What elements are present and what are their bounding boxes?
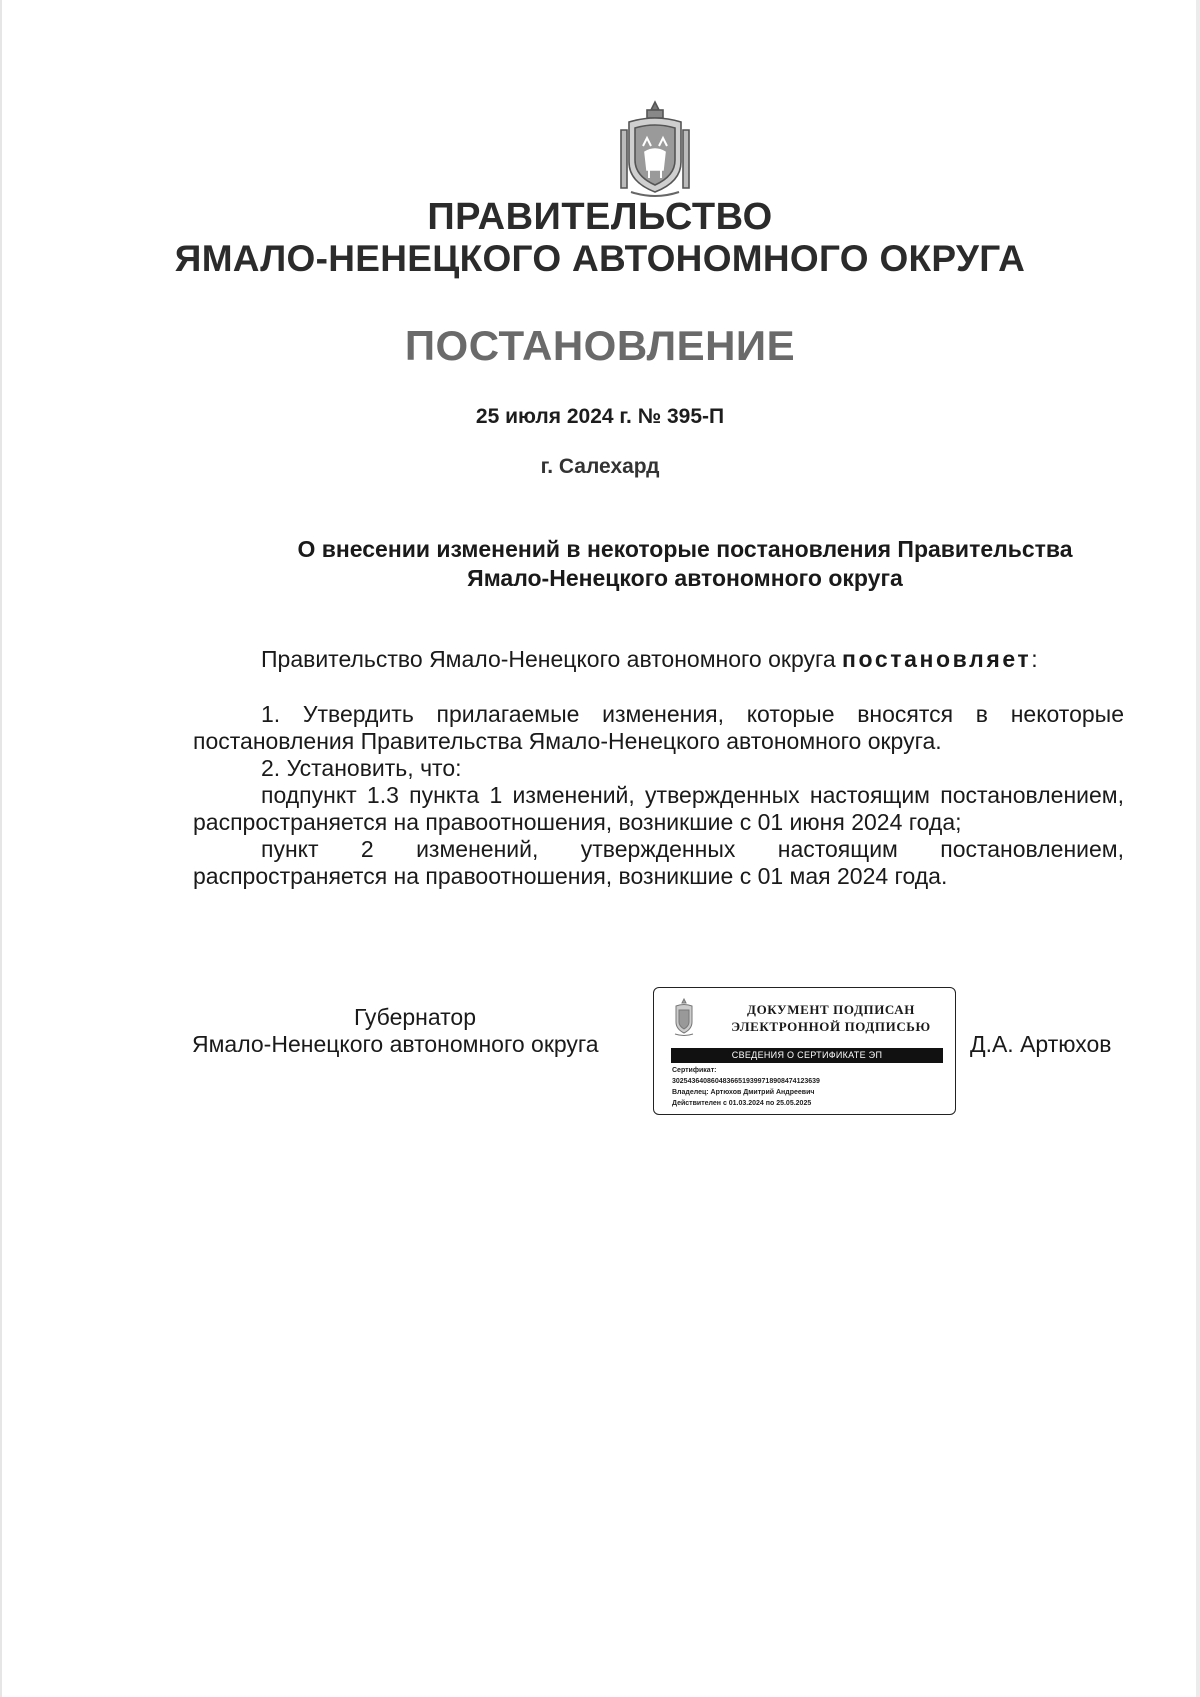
signatory-name: Д.А. Артюхов <box>970 1031 1112 1057</box>
electronic-signature-stamp <box>653 987 956 1115</box>
paragraph-item-1: 1. Утвердить прилагаемые изменения, которые вносятся в некоторые постановления Правительства Ямало-Ненецкого автономного округа. <box>193 701 1124 754</box>
document-title-line1: О внесении изменений в некоторые постановления Правительства <box>297 536 1073 562</box>
signatory-position-line1: Губернатор <box>353 1004 477 1030</box>
stamp-certificate-info <box>672 1065 952 1109</box>
intro-emphasis: постановляет <box>842 646 1032 672</box>
document-type-heading: ПОСТАНОВЛЕНИЕ <box>404 322 796 369</box>
stamp-validity: Действителен с 01.03.2024 по 25.05.2025 <box>672 1100 812 1107</box>
stamp-certificate-label: Сертификат: <box>672 1067 717 1074</box>
resolution-items <box>193 701 1124 890</box>
document-date-number: 25 июля 2024 г. № 395-П <box>475 405 725 428</box>
document-title-line2: Ямало-Ненецкого автономного округа <box>467 565 903 591</box>
stamp-certificate-number: 30254364086048366519399718908474123639 <box>672 1078 820 1085</box>
paragraph-item-2-sub2: пункт 2 изменений, утвержденных настоящим постановлением, распространяется на правоотношения, возникшие с 01 мая 2024 года. <box>193 836 1124 889</box>
stamp-owner: Владелец: Артюхов Дмитрий Андреевич <box>672 1089 815 1096</box>
coat-of-arms-emblem <box>617 100 693 200</box>
paragraph-item-2: 2. Установить, что: <box>261 755 462 781</box>
signatory-position <box>190 1004 640 1058</box>
stamp-certificate-bar: СВЕДЕНИЯ О СЕРТИФИКАТЕ ЭП <box>671 1048 943 1063</box>
signatory-position-line2: Ямало-Ненецкого автономного округа <box>192 1031 599 1057</box>
government-name-line2: ЯМАЛО-НЕНЕЦКОГО АВТОНОМНОГО ОКРУГА <box>174 238 1026 279</box>
intro-text: Правительство Ямало-Ненецкого автономного округа <box>261 646 843 672</box>
document-city: г. Салехард <box>540 455 660 478</box>
intro-paragraph <box>193 646 1124 673</box>
intro-suffix: : <box>1031 646 1038 672</box>
stamp-heading-line1: ДОКУМЕНТ ПОДПИСАН <box>747 1002 915 1017</box>
stamp-heading <box>712 1001 950 1035</box>
stamp-heading-line2: ЭЛЕКТРОННОЙ ПОДПИСЬЮ <box>731 1019 931 1034</box>
paragraph-item-2-sub1: подпункт 1.3 пункта 1 изменений, утвержденных настоящим постановлением, распространяется на правоотношения, возникшие с 01 июня 2024 года; <box>193 782 1124 835</box>
stamp-emblem-icon <box>672 998 696 1036</box>
government-name-line1: ПРАВИТЕЛЬСТВО <box>427 196 773 238</box>
document-title <box>250 535 1120 593</box>
